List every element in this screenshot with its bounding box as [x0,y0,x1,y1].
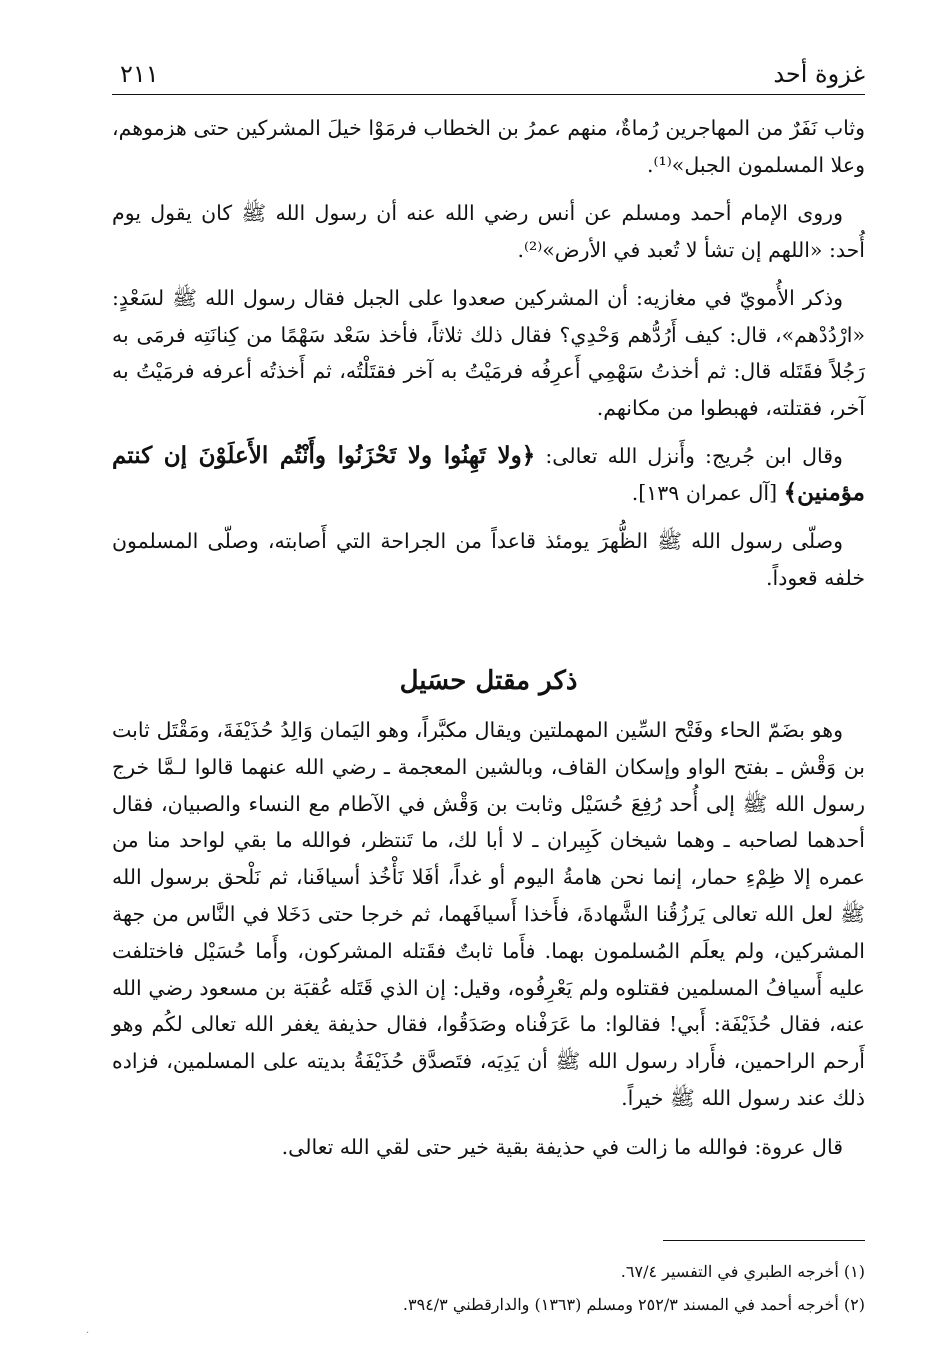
quran-verse: ﴿ولا تَهِنُوا ولا تَحْزَنُوا وأَنْتُم الأَعلَوْنَ إن كنتم مؤمنين﴾ [112,442,865,506]
footnote: (١) أخرجه الطبري في التفسير ٦٧/٤. [620,1262,865,1281]
paragraph: وثاب نَفَرٌ من المهاجرين رُماةٌ، منهم عمرُ بن الخطاب فرمَوْا خيلَ المشركين حتى هزموهم، وعلا المسلمون الجبل»⁽¹⁾. [112,116,865,177]
section-heading: ذكر مقتل حسَيل [399,666,578,696]
footnote-separator [663,1240,865,1241]
paragraph: وصلّى رسول الله ﷺ الظُّهرَ يومئذ قاعداً من الجراحة التي أَصابته، وصلّى المسلمون خلفه قعوداً. [112,529,865,590]
quran-reference: [آل عمران ١٣٩]. [631,480,778,505]
page-number: ٢١١ [120,60,159,88]
paragraph: وهو بضَمّ الحاء وفَتْح السِّين المهملتين ويقال مكبَّراً، وهو اليَمان وَالِدُ حُذَيْفَةَ، ومَقْتَل ثابت بن وَقْش ـ بفتح الواو وإسكان القاف، وبالشين المعجمة ـ رضي الله عنهما قالوا لـمَّا خرج رسول الله ﷺ إلى أُحد رُفِعَ حُسَيْل وثابت بن وَقْش في الآطام مع النساء والصبيان، فقال أحدهما لصاحبه ـ وهما شيخان كَبِيران ـ لا أبا لك، ما تَنتظر، فوالله ما بقي لواحد منا من عمره إلا ظِمْءِ حمار، إنما نحن هامةُ اليوم أو غداً، أفَلا نَأْخُذ أسيافَنا، ثم نَلْحق برسول الله ﷺ لعل الله تعالى يَرزُقُنا الشَّهادةَ، فأَخذا أَسيافَهما، ثم خرجا حتى دَخَلا في النَّاس من جهة المشركين، ولم يعلَم المُسلمون بهما. فأَما ثابتٌ فقَتله المشركون، وأَما حُسَيْل فاختلفت عليه أَسيافُ المسلمين فقتلوه ولم يَعْرِفُوه، وقيل: إن الذي قَتَله عُقبَة بن مسعود رضي الله عنه، فقال حُذَيْفَة: أَبي! فقالوا: ما عَرَفْناه وصَدَقُوا، فقال حذيفة يغفر الله تعالى لكُم وهو أَرحم الراحمين، فأَراد رسول الله ﷺ أن يَدِيَه، فتَصدَّق حُذَيْفَةُ بديته على المسلمين، فزاده ذلك عند رسول الله ﷺ خيراً. [112,718,865,1110]
footnotes [112,1255,865,1321]
footnote: (٢) أخرجه أحمد في المسند ٢٥٢/٣ ومسلم (١٣٦٣) والدارقطني ٣٩٤/٣. [402,1295,865,1314]
quran-paragraph [112,438,865,511]
page-header [112,54,865,95]
paragraph: قال عروة: فوالله ما زالت في حذيفة بقية خير حتى لقي الله تعالى. [281,1134,843,1159]
quran-intro: وقال ابن جُريج: وأَنزل الله تعالى: [545,444,843,468]
section-body [112,712,865,1178]
scan-mark: · [86,1328,90,1339]
running-title: غزوة أحد [773,60,865,88]
paragraph: وروى الإمام أحمد ومسلم عن أنس رضي الله عنه أن رسول الله ﷺ كان يقول يوم أُحد: «اللهم إن تشأ لا تُعبد في الأرض»⁽²⁾. [112,201,865,262]
main-text [112,110,865,608]
paragraph: وذكر الأُمويّ في مغازيه: أن المشركين صعدوا على الجبل فقال رسول الله ﷺ لسَعْدٍ: «ارْدُدْهم»، قال: كيف أَرُدُّهم وَحْدِي؟ فقال ذلك ثلاثاً، فأخذ سَعْد سَهْمًا من كِنانَتِه فرمَى به رَجُلاً فقَتَله قال: ثم أخذتُ سَهْمِي أَعرِفُه فرمَيْتُ به آخر فقتَلْتُه، ثم أَخذتُه أعرفه فرمَيْتُ به آخر، فقتلته، فهبطوا من مكانهم. [112,286,866,420]
